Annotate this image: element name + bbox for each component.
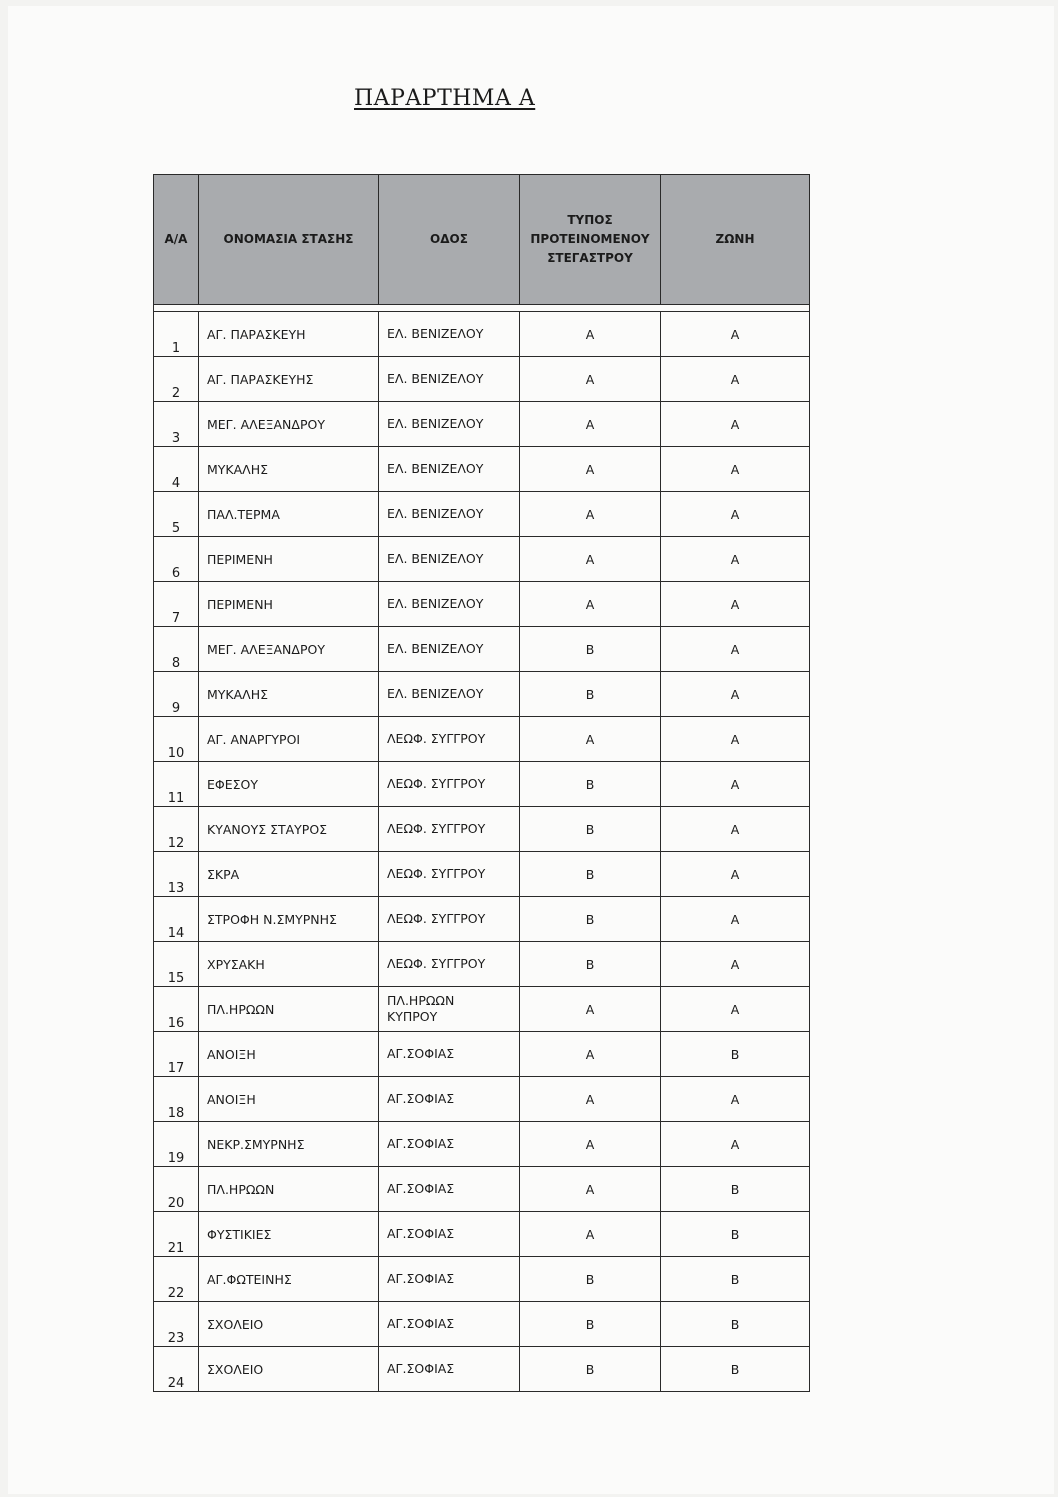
- stop-name: ΦΥΣΤΙΚΙΕΣ: [199, 1212, 379, 1257]
- row-number: 21: [154, 1212, 199, 1257]
- table-row: [154, 852, 810, 897]
- street-cell: [379, 897, 520, 942]
- row-number: 5: [154, 492, 199, 537]
- table-row: [154, 492, 810, 537]
- zone-value: Α: [661, 672, 810, 717]
- zone-value: Α: [661, 1077, 810, 1122]
- street-cell: [379, 717, 520, 762]
- street-name: ΑΓ.ΣΟΦΙΑΣ: [387, 1046, 455, 1061]
- table-row: [154, 897, 810, 942]
- shelter-type: Α: [520, 357, 661, 402]
- table-row: [154, 762, 810, 807]
- shelter-type: Α: [520, 1212, 661, 1257]
- stop-name: ΣΤΡΟΦΗ Ν.ΣΜΥΡΝΗΣ: [199, 897, 379, 942]
- street-name: ΑΓ.ΣΟΦΙΑΣ: [387, 1271, 455, 1286]
- shelter-type: Α: [520, 1167, 661, 1212]
- street-cell: [379, 312, 520, 357]
- zone-value: Β: [661, 1257, 810, 1302]
- bus-stops-table: [153, 174, 810, 1392]
- street-cell: [379, 852, 520, 897]
- shelter-type: Α: [520, 1122, 661, 1167]
- stop-name: ΣΧΟΛΕΙΟ: [199, 1302, 379, 1347]
- table-row: [154, 1302, 810, 1347]
- street-name: ΕΛ. ΒΕΝΙΖΕΛΟΥ: [387, 461, 484, 476]
- zone-value: Α: [661, 852, 810, 897]
- shelter-type: Α: [520, 492, 661, 537]
- shelter-type: Α: [520, 717, 661, 762]
- stop-name: ΠΛ.ΗΡΩΩΝ: [199, 1167, 379, 1212]
- stop-name: ΜΥΚΑΛΗΣ: [199, 447, 379, 492]
- header-aa: Α/Α: [154, 175, 199, 305]
- table-row: [154, 942, 810, 987]
- stop-name: ΠΕΡΙΜΕΝΗ: [199, 582, 379, 627]
- zone-value: Β: [661, 1167, 810, 1212]
- street-cell: [379, 357, 520, 402]
- street-name: ΑΓ.ΣΟΦΙΑΣ: [387, 1226, 455, 1241]
- street-cell: [379, 1032, 520, 1077]
- row-number: 9: [154, 672, 199, 717]
- street-name: ΛΕΩΦ. ΣΥΓΓΡΟΥ: [387, 956, 486, 971]
- row-number: 12: [154, 807, 199, 852]
- table-row: [154, 1347, 810, 1392]
- stop-name: ΑΓ. ΠΑΡΑΣΚΕΥΗΣ: [199, 357, 379, 402]
- stop-name: ΚΥΑΝΟΥΣ ΣΤΑΥΡΟΣ: [199, 807, 379, 852]
- street-name: ΕΛ. ΒΕΝΙΖΕΛΟΥ: [387, 506, 484, 521]
- row-number: 10: [154, 717, 199, 762]
- shelter-type: Β: [520, 852, 661, 897]
- row-number: 1: [154, 312, 199, 357]
- table-row: [154, 717, 810, 762]
- table-row: [154, 312, 810, 357]
- zone-value: Α: [661, 717, 810, 762]
- row-number: 8: [154, 627, 199, 672]
- row-number: 15: [154, 942, 199, 987]
- shelter-type: Β: [520, 1257, 661, 1302]
- street-cell: [379, 537, 520, 582]
- zone-value: Α: [661, 627, 810, 672]
- row-number: 17: [154, 1032, 199, 1077]
- street-name: ΑΓ.ΣΟΦΙΑΣ: [387, 1316, 455, 1331]
- table-row: [154, 1167, 810, 1212]
- stop-name: ΝΕΚΡ.ΣΜΥΡΝΗΣ: [199, 1122, 379, 1167]
- street-cell: [379, 807, 520, 852]
- street-cell: [379, 1122, 520, 1167]
- zone-value: Α: [661, 942, 810, 987]
- shelter-type: Α: [520, 537, 661, 582]
- table-row: [154, 807, 810, 852]
- street-name: ΕΛ. ΒΕΝΙΖΕΛΟΥ: [387, 371, 484, 386]
- street-name: ΑΓ.ΣΟΦΙΑΣ: [387, 1361, 455, 1376]
- street-name: ΛΕΩΦ. ΣΥΓΓΡΟΥ: [387, 866, 486, 881]
- header-spacer: [154, 305, 810, 312]
- street-name: ΛΕΩΦ. ΣΥΓΓΡΟΥ: [387, 776, 486, 791]
- stop-name: ΜΕΓ. ΑΛΕΞΑΝΔΡΟΥ: [199, 627, 379, 672]
- row-number: 20: [154, 1167, 199, 1212]
- street-name: ΕΛ. ΒΕΝΙΖΕΛΟΥ: [387, 596, 484, 611]
- table-row: [154, 1032, 810, 1077]
- row-number: 19: [154, 1122, 199, 1167]
- stop-name: ΜΕΓ. ΑΛΕΞΑΝΔΡΟΥ: [199, 402, 379, 447]
- street-name: ΕΛ. ΒΕΝΙΖΕΛΟΥ: [387, 686, 484, 701]
- street-cell: [379, 1302, 520, 1347]
- shelter-type: Β: [520, 1347, 661, 1392]
- page-title: ΠΑΡΑΡΤΗΜΑ Α: [354, 86, 536, 111]
- stop-name: ΑΝΟΙΞΗ: [199, 1077, 379, 1122]
- zone-value: Β: [661, 1347, 810, 1392]
- zone-value: Α: [661, 312, 810, 357]
- row-number: 6: [154, 537, 199, 582]
- stop-name: ΠΕΡΙΜΕΝΗ: [199, 537, 379, 582]
- row-number: 22: [154, 1257, 199, 1302]
- zone-value: Α: [661, 357, 810, 402]
- stop-name: ΠΑΛ.ΤΕΡΜΑ: [199, 492, 379, 537]
- shelter-type: Β: [520, 942, 661, 987]
- table-row: [154, 1122, 810, 1167]
- street-name: ΛΕΩΦ. ΣΥΓΓΡΟΥ: [387, 731, 486, 746]
- table-row: [154, 1257, 810, 1302]
- shelter-type: Α: [520, 987, 661, 1032]
- zone-value: Α: [661, 1122, 810, 1167]
- zone-value: Α: [661, 402, 810, 447]
- table-row: [154, 987, 810, 1032]
- street-name: ΠΛ.ΗΡΩΩΝ ΚΥΠΡΟΥ: [387, 993, 455, 1024]
- street-cell: [379, 942, 520, 987]
- stop-name: ΣΚΡΑ: [199, 852, 379, 897]
- row-number: 7: [154, 582, 199, 627]
- street-name: ΑΓ.ΣΟΦΙΑΣ: [387, 1181, 455, 1196]
- zone-value: Α: [661, 447, 810, 492]
- street-name: ΛΕΩΦ. ΣΥΓΓΡΟΥ: [387, 911, 486, 926]
- row-number: 3: [154, 402, 199, 447]
- street-cell: [379, 1077, 520, 1122]
- table-row: [154, 357, 810, 402]
- table-row: [154, 582, 810, 627]
- row-number: 16: [154, 987, 199, 1032]
- street-cell: [379, 492, 520, 537]
- street-cell: [379, 672, 520, 717]
- street-name: ΕΛ. ΒΕΝΙΖΕΛΟΥ: [387, 641, 484, 656]
- shelter-type: Β: [520, 807, 661, 852]
- zone-value: Α: [661, 987, 810, 1032]
- shelter-type: Β: [520, 627, 661, 672]
- zone-value: Α: [661, 582, 810, 627]
- table-header-row: [154, 175, 810, 305]
- shelter-type: Α: [520, 1077, 661, 1122]
- stop-name: ΑΓ.ΦΩΤΕΙΝΗΣ: [199, 1257, 379, 1302]
- table-row: [154, 1212, 810, 1257]
- row-number: 11: [154, 762, 199, 807]
- street-cell: [379, 1347, 520, 1392]
- table-row: [154, 447, 810, 492]
- zone-value: Α: [661, 897, 810, 942]
- street-cell: [379, 1212, 520, 1257]
- table-row: [154, 672, 810, 717]
- street-cell: [379, 582, 520, 627]
- shelter-type: Β: [520, 897, 661, 942]
- zone-value: Β: [661, 1302, 810, 1347]
- street-name: ΕΛ. ΒΕΝΙΖΕΛΟΥ: [387, 551, 484, 566]
- street-name: ΛΕΩΦ. ΣΥΓΓΡΟΥ: [387, 821, 486, 836]
- header-shelter-type: ΤΥΠΟΣ ΠΡΟΤΕΙΝΟΜΕΝΟΥ ΣΤΕΓΑΣΤΡΟΥ: [520, 175, 661, 305]
- row-number: 13: [154, 852, 199, 897]
- street-name: ΕΛ. ΒΕΝΙΖΕΛΟΥ: [387, 416, 484, 431]
- row-number: 18: [154, 1077, 199, 1122]
- street-name: ΕΛ. ΒΕΝΙΖΕΛΟΥ: [387, 326, 484, 341]
- stop-name: ΜΥΚΑΛΗΣ: [199, 672, 379, 717]
- zone-value: Α: [661, 762, 810, 807]
- street-cell: [379, 762, 520, 807]
- stop-name: ΕΦΕΣΟΥ: [199, 762, 379, 807]
- street-cell: [379, 987, 520, 1032]
- zone-value: Α: [661, 537, 810, 582]
- row-number: 2: [154, 357, 199, 402]
- street-name: ΑΓ.ΣΟΦΙΑΣ: [387, 1091, 455, 1106]
- stop-name: ΑΓ. ΠΑΡΑΣΚΕΥΗ: [199, 312, 379, 357]
- zone-value: Β: [661, 1212, 810, 1257]
- zone-value: Β: [661, 1032, 810, 1077]
- street-cell: [379, 402, 520, 447]
- shelter-type: Α: [520, 1032, 661, 1077]
- shelter-type: Β: [520, 1302, 661, 1347]
- shelter-type: Α: [520, 312, 661, 357]
- stop-name: ΣΧΟΛΕΙΟ: [199, 1347, 379, 1392]
- street-cell: [379, 1167, 520, 1212]
- street-cell: [379, 627, 520, 672]
- table-row: [154, 537, 810, 582]
- shelter-type: Α: [520, 582, 661, 627]
- header-stop-name: ΟΝΟΜΑΣΙΑ ΣΤΑΣΗΣ: [199, 175, 379, 305]
- stop-name: ΠΛ.ΗΡΩΩΝ: [199, 987, 379, 1032]
- table-row: [154, 1077, 810, 1122]
- row-number: 14: [154, 897, 199, 942]
- street-cell: [379, 1257, 520, 1302]
- shelter-type: Α: [520, 447, 661, 492]
- table-row: [154, 627, 810, 672]
- header-zone: ΖΩΝΗ: [661, 175, 810, 305]
- street-cell: [379, 447, 520, 492]
- stop-name: ΑΝΟΙΞΗ: [199, 1032, 379, 1077]
- shelter-type: Α: [520, 402, 661, 447]
- table-row: [154, 402, 810, 447]
- row-number: 4: [154, 447, 199, 492]
- zone-value: Α: [661, 807, 810, 852]
- row-number: 24: [154, 1347, 199, 1392]
- stop-name: ΧΡΥΣΑΚΗ: [199, 942, 379, 987]
- shelter-type: Β: [520, 762, 661, 807]
- street-name: ΑΓ.ΣΟΦΙΑΣ: [387, 1136, 455, 1151]
- shelter-type: Β: [520, 672, 661, 717]
- stop-name: ΑΓ. ΑΝΑΡΓΥΡΟΙ: [199, 717, 379, 762]
- header-street: ΟΔΟΣ: [379, 175, 520, 305]
- zone-value: Α: [661, 492, 810, 537]
- row-number: 23: [154, 1302, 199, 1347]
